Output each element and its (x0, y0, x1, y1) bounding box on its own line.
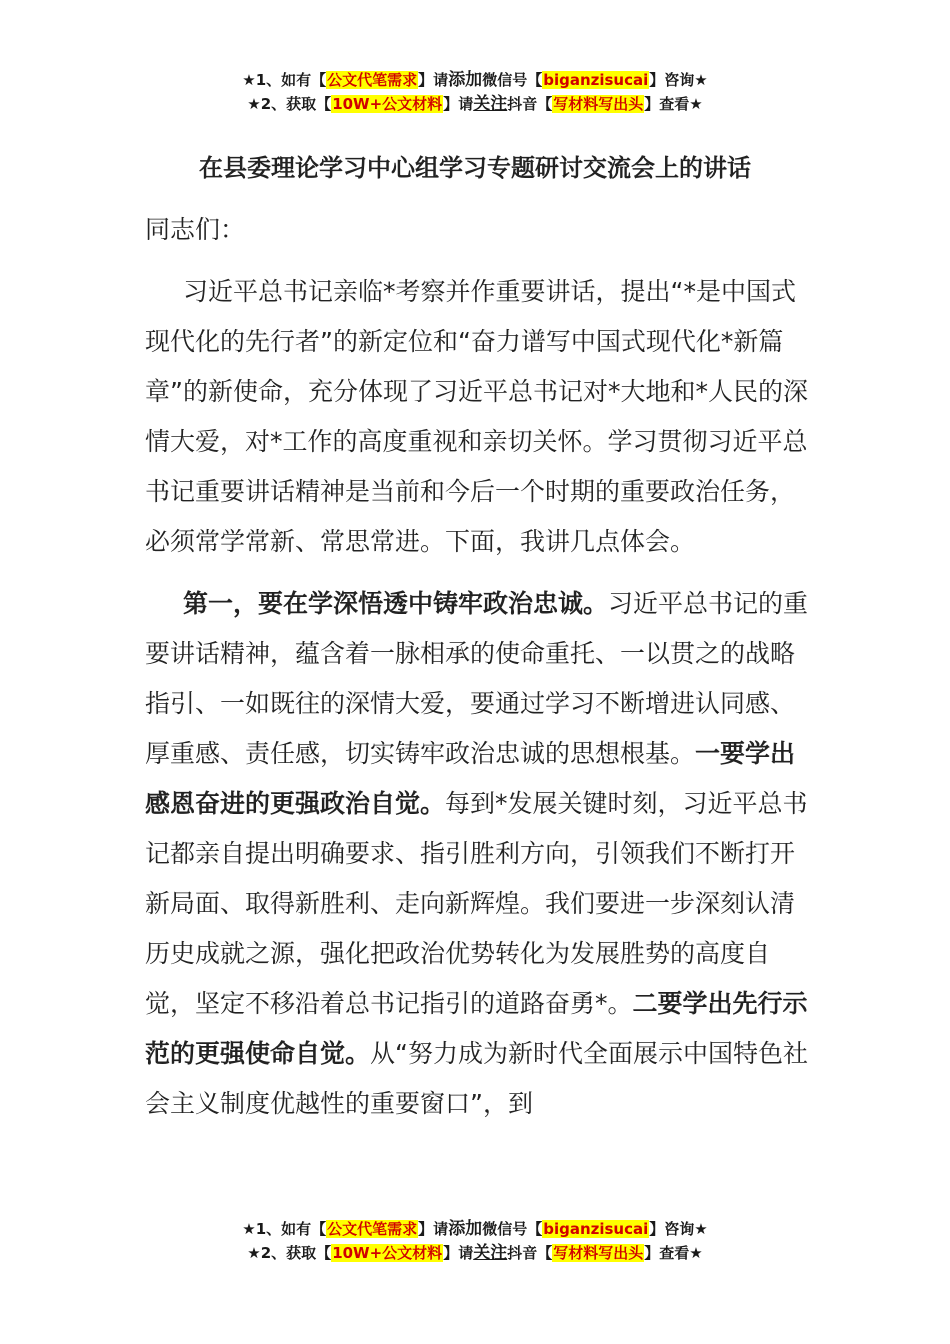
promo-text: 】查看★ (644, 1244, 703, 1262)
paragraph-text: 每到*发展关键时刻，习近平总书记都亲自提出明确要求、指引胜利方向，引领我们不断打开新局面、取得新胜利、走向新辉煌。我们要进一步深刻认清历史成就之源，强化把政治优势转化为发展胜势的高度自觉，坚定不移沿着总书记指引的道路奋勇*。 (145, 789, 808, 1018)
promo-line-2 (0, 92, 950, 116)
promo-text: ★1、如有【 (242, 71, 327, 89)
promo-text: ★2、获取【 (247, 95, 332, 113)
promo-emphasis: 关注 (473, 94, 508, 114)
promo-highlight: 公文代笔需求 (327, 71, 418, 89)
promo-text: 微信号【 (482, 71, 543, 89)
promo-highlight-wechat: biganzisucai (543, 71, 649, 89)
paragraph-first-point (145, 579, 815, 1129)
promo-text: 】咨询★ (649, 71, 708, 89)
promo-text: 抖音【 (507, 1244, 553, 1262)
promo-highlight: 10W+公文材料 (332, 95, 443, 113)
promo-emphasis: 添加 (448, 1219, 483, 1239)
heading-first-point: 第一，要在学深悟透中铸牢政治忠诚。 (183, 589, 609, 618)
promo-line-2 (0, 1241, 950, 1265)
promo-highlight-douyin: 写材料写出头 (553, 1244, 644, 1262)
promo-line-1 (0, 1217, 950, 1241)
paragraph-text: 从“努力成为新时代全面展示中国特色社会主义制度优越性的重要窗口”，到 (145, 1039, 808, 1118)
promo-text: 】请 (418, 1220, 449, 1238)
header-promo-banner (0, 68, 950, 116)
greeting: 同志们： (145, 215, 246, 244)
promo-text: 】咨询★ (649, 1220, 708, 1238)
promo-text: ★1、如有【 (242, 1220, 327, 1238)
subheading-point-two: 二要学出先行示范的更强使命自觉。 (145, 989, 808, 1068)
promo-emphasis: 添加 (448, 70, 483, 90)
promo-text: ★2、获取【 (247, 1244, 332, 1262)
promo-text: 】请 (443, 1244, 474, 1262)
promo-text: 】请 (418, 71, 449, 89)
subheading-point-one: 一要学出感恩奋进的更强政治自觉。 (145, 739, 796, 818)
promo-highlight: 公文代笔需求 (327, 1220, 418, 1238)
paragraph-intro: 习近平总书记亲临*考察并作重要讲话，提出“*是中国式现代化的先行者”的新定位和“奋力谱写中国式现代化*新篇章”的新使命，充分体现了习近平总书记对*大地和*人民的深情大爱，对*工作的高度重视和亲切关怀。学习贯彻习近平总书记重要讲话精神是当前和今后一个时期的重要政治任务，必须常学常新、常思常进。下面，我讲几点体会。 (145, 277, 808, 556)
document-body (145, 205, 815, 1129)
paragraph-text: 习近平总书记的重要讲话精神，蕴含着一脉相承的使命重托、一以贯之的战略指引、一如既往的深情大爱，要通过学习不断增进认同感、厚重感、责任感，切实铸牢政治忠诚的思想根基。 (145, 589, 809, 768)
promo-text: 抖音【 (507, 95, 553, 113)
document-title: 在县委理论学习中心组学习专题研讨交流会上的讲话 (199, 154, 751, 182)
promo-text: 】请 (443, 95, 474, 113)
promo-text: 微信号【 (482, 1220, 543, 1238)
promo-highlight-douyin: 写材料写出头 (553, 95, 644, 113)
promo-highlight: 10W+公文材料 (332, 1244, 443, 1262)
promo-emphasis: 关注 (473, 1243, 508, 1263)
promo-text: 】查看★ (644, 95, 703, 113)
promo-line-1 (0, 68, 950, 92)
promo-highlight-wechat: biganzisucai (543, 1220, 649, 1238)
footer-promo-banner (0, 1217, 950, 1265)
